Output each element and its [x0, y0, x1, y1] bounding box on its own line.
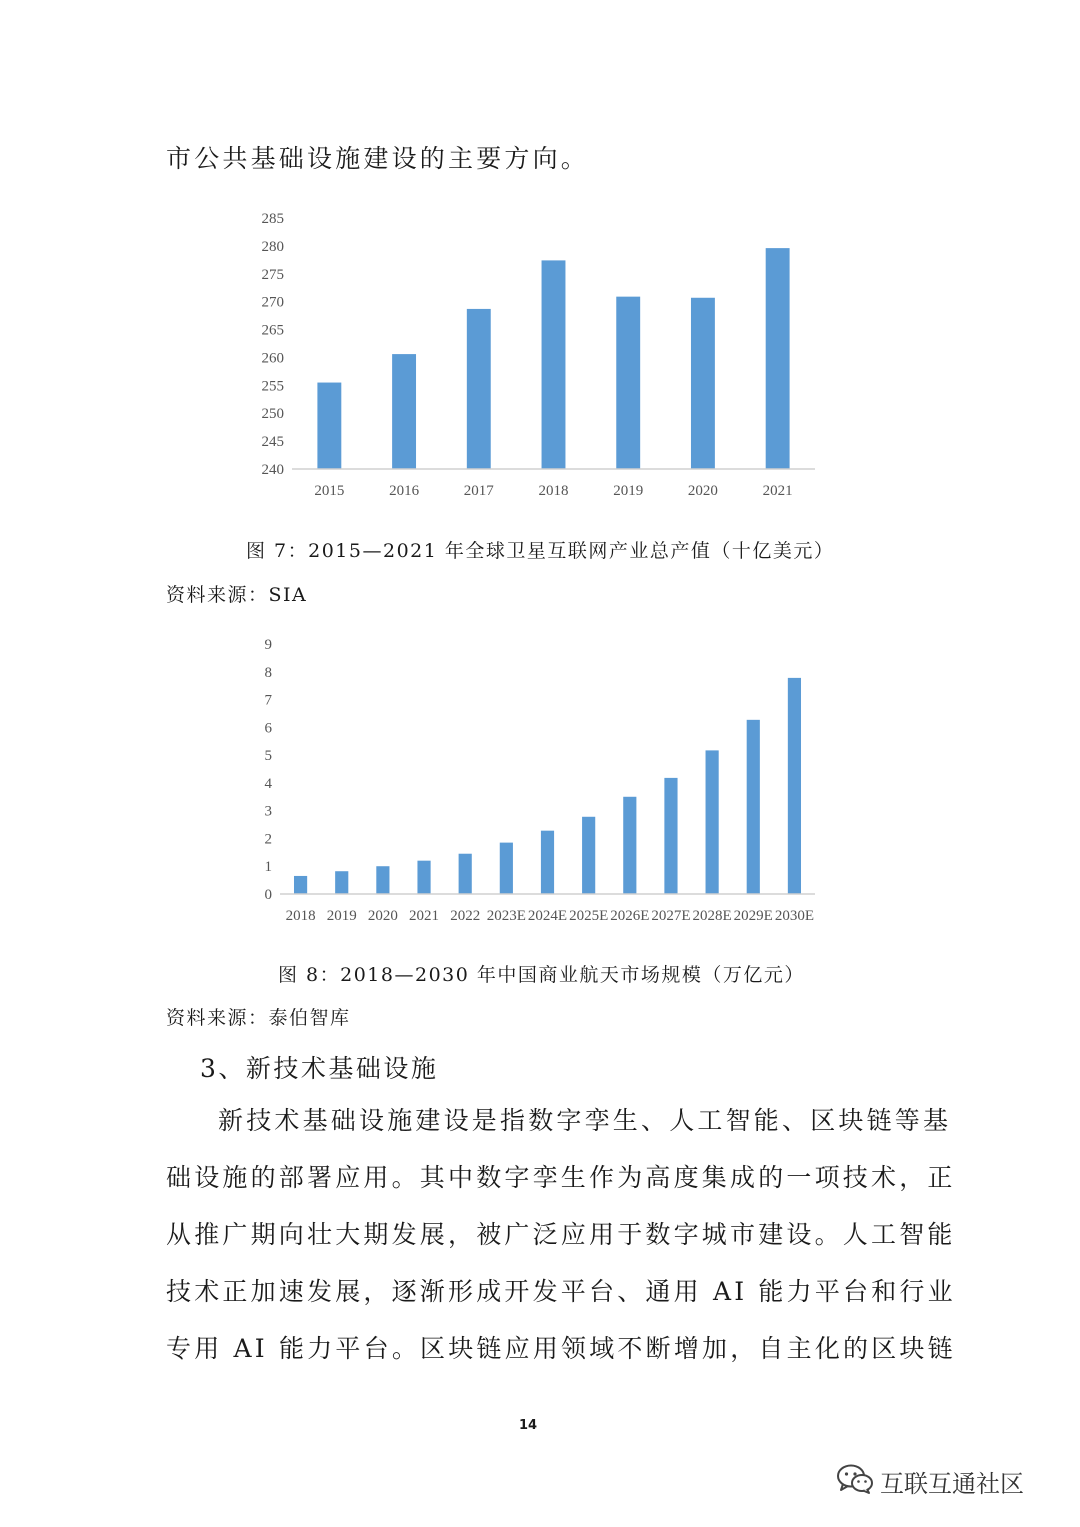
x-tick-label: 2020: [367, 908, 398, 924]
x-tick-label: 2016: [389, 483, 420, 499]
bar: [459, 854, 472, 894]
paragraph-line: 础设施的部署应用。其中数字孪生作为高度集成的一项技术，正: [166, 1163, 956, 1192]
page-number: 14: [518, 1418, 538, 1433]
y-tick-label: 1: [264, 859, 272, 876]
bar: [335, 871, 348, 894]
bar: [500, 843, 513, 894]
y-tick-label: 3: [264, 803, 272, 820]
bar: [623, 797, 636, 894]
y-tick-label: 9: [264, 637, 272, 653]
figure8-caption: 图 8：2018—2030 年中国商业航天市场规模（万亿元）: [278, 964, 805, 986]
paragraph-line: 从推广期向壮大期发展，被广泛应用于数字城市建设。人工智能: [166, 1220, 956, 1249]
y-tick-label: 6: [264, 720, 272, 737]
paragraph-line: 新技术基础设施建设是指数字孪生、人工智能、区块链等基: [218, 1106, 952, 1135]
bar: [766, 248, 790, 469]
bar: [747, 720, 760, 894]
bar: [541, 831, 554, 894]
bar: [417, 861, 430, 894]
watermark-text: 互联互通社区: [880, 1469, 1024, 1498]
y-tick-label: 2: [264, 831, 272, 848]
x-tick-label: 2020: [687, 483, 718, 499]
figure8-source: 资料来源：泰伯智库: [166, 1007, 351, 1029]
y-tick-label: 275: [261, 266, 284, 283]
bar: [616, 297, 640, 469]
x-tick-label: 2015: [314, 483, 345, 499]
body-text-line: 市公共基础设施建设的主要方向。: [166, 144, 590, 173]
x-tick-label: 2017: [463, 483, 494, 499]
y-tick-label: 260: [261, 350, 284, 367]
x-tick-label: 2030E: [774, 908, 815, 924]
x-tick-label: 2024E: [527, 908, 568, 924]
y-tick-label: 0: [264, 887, 272, 903]
x-tick-label: 2021: [762, 483, 793, 499]
bar: [317, 383, 341, 469]
bar: [691, 298, 715, 469]
y-tick-label: 7: [264, 692, 272, 709]
figure7-source: 资料来源：SIA: [166, 584, 308, 606]
x-tick-label: 2026E: [610, 908, 650, 924]
paragraph-line: 专用 AI 能力平台。区块链应用领域不断增加，自主化的区块链: [166, 1334, 956, 1363]
figure7-caption: 图 7：2015—2021 年全球卫星互联网产业总产值（十亿美元）: [246, 540, 835, 562]
x-tick-label: 2018: [285, 908, 316, 924]
y-tick-label: 5: [264, 748, 272, 765]
y-tick-label: 8: [264, 664, 272, 681]
bar: [294, 876, 307, 894]
x-tick-label: 2021: [409, 908, 440, 924]
x-tick-label: 2025E: [569, 908, 609, 924]
x-tick-label: 2022: [450, 908, 481, 924]
figure8-chart: [230, 626, 840, 932]
x-tick-label: 2029E: [733, 908, 773, 924]
bar: [582, 817, 595, 894]
paragraph-line: 技术正加速发展，逐渐形成开发平台、通用 AI 能力平台和行业: [166, 1277, 956, 1306]
x-tick-label: 2027E: [651, 908, 691, 924]
y-tick-label: 4: [264, 775, 272, 792]
bar: [467, 309, 491, 469]
x-tick-label: 2019: [326, 908, 357, 924]
y-tick-label: 250: [261, 406, 284, 423]
x-tick-label: 2019: [613, 483, 644, 499]
y-tick-label: 240: [261, 462, 284, 478]
y-tick-label: 270: [261, 294, 284, 311]
x-tick-label: 2028E: [692, 908, 732, 924]
section-heading: 3、新技术基础设施: [200, 1054, 439, 1083]
x-tick-label: 2018: [538, 483, 569, 499]
bar: [542, 260, 566, 469]
wechat-icon: [836, 1463, 874, 1499]
y-tick-label: 285: [261, 211, 284, 227]
x-tick-label: 2023E: [486, 908, 526, 924]
y-tick-label: 245: [261, 434, 284, 451]
y-tick-label: 265: [261, 322, 284, 339]
bar: [664, 778, 677, 894]
bar: [392, 354, 416, 469]
figure7-chart: [230, 200, 840, 510]
watermark: [836, 1463, 1024, 1499]
y-tick-label: 280: [261, 238, 284, 255]
bar: [376, 866, 389, 894]
bar: [706, 750, 719, 894]
y-tick-label: 255: [261, 378, 284, 395]
bar: [788, 678, 801, 894]
